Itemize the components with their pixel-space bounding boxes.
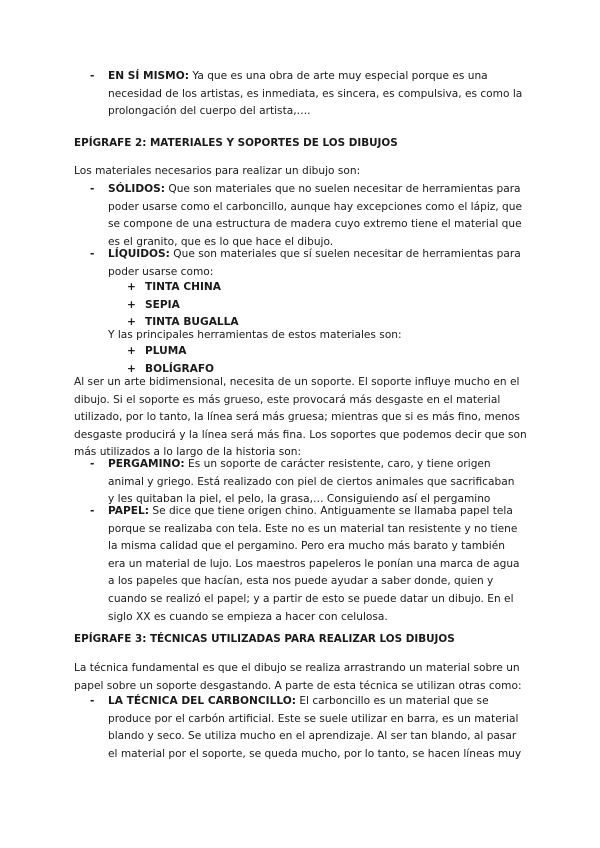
solidos-label: SÓLIDOS: bbox=[108, 183, 165, 195]
solidos-text: Que son materiales que no suelen necesitar de herramientas para poder usarse como el carboncillo, aunque hay excepciones como el lápiz, que se compone de una estructura de madera cuyo extremo tiene el material que es el granito, que es lo que hace el dibujo. bbox=[108, 183, 523, 248]
liquidos-item bbox=[0, 246, 600, 281]
solidos-item bbox=[0, 181, 600, 251]
tecnica-intro: La técnica fundamental es que el dibujo se realiza arrastrando un material sobre un papel sobre un soporte desgastando. A parte de esta técnica se utilizan otras como: bbox=[74, 662, 522, 692]
tecnica-intro-block bbox=[0, 660, 600, 695]
en-si-mismo-item bbox=[0, 68, 600, 121]
liquidos-label: LÍQUIDOS: bbox=[108, 248, 170, 260]
bullet-dash: - bbox=[90, 458, 95, 470]
bullet-dash: - bbox=[90, 695, 95, 707]
papel-item bbox=[0, 503, 600, 626]
papel-text: Se dice que tiene origen chino. Antiguamente se llamaba papel tela porque se realizaba con tela. Este no es un material tan resistente y no tiene la misma calidad que el pergamino. Pero era mucho más barato y también era un material de lujo. Los maestros papeleros le ponían una marca de agua a los papeles que hacían, esta nos puede ayudar a saber donde, quien y cuando se realizó el papel; y a partir de esto se puede datar un dibujo. En el siglo XX es cuando se empieza a hacer con celulosa. bbox=[108, 505, 520, 623]
liquidos-text: Que son materiales que sí suelen necesitar de herramientas para poder usarse como: bbox=[108, 248, 521, 278]
epigrafe-3-heading: EPÍGRAFE 3: TÉCNICAS UTILIZADAS PARA REALIZAR LOS DIBUJOS bbox=[74, 633, 455, 645]
herramientas-sublist bbox=[0, 343, 600, 378]
en-si-mismo-text: Ya que es una obra de arte muy especial porque es una necesidad de los artistas, es inmediata, es sincera, es compulsiva, es como la prolongación del cuerpo del artista,…. bbox=[108, 70, 523, 118]
materiales-intro: Los materiales necesarios para realizar un dibujo son: bbox=[74, 165, 361, 177]
materiales-intro-block bbox=[0, 163, 600, 181]
bullet-dash: - bbox=[90, 183, 95, 195]
list-item: + PLUMA bbox=[127, 345, 187, 357]
list-item: + TINTA BUGALLA bbox=[127, 316, 239, 329]
list-item: + BOLÍGRAFO bbox=[127, 362, 215, 375]
epigrafe-2-heading-block bbox=[0, 135, 600, 153]
carboncillo-text: El carboncillo es un material que se produce por el carbón artificial. Este se suele utilizar en barra, es un material blando y seco. Se utiliza mucho en el aprendizaje. Al ser tan blando, al pasar el material por el soporte, se queda mucho, por lo tanto, se hacen líneas muy bbox=[108, 695, 522, 760]
en-si-mismo-label: EN SÍ MISMO: bbox=[108, 70, 189, 82]
carboncillo-item bbox=[0, 693, 600, 763]
carboncillo-label: LA TÉCNICA DEL CARBONCILLO: bbox=[108, 695, 296, 707]
herramientas-intro-block bbox=[0, 327, 600, 345]
bullet-dash: - bbox=[90, 70, 95, 82]
epigrafe-2-heading: EPÍGRAFE 2: MATERIALES Y SOPORTES DE LOS DIBUJOS bbox=[74, 137, 398, 149]
list-item: + TINTA CHINA bbox=[127, 281, 221, 293]
pergamino-text: Es un soporte de carácter resistente, caro, y tiene origen animal y griego. Está realizado con piel de ciertos animales que sacrificaban y les quitaban la piel, el pelo, la grasa,… Consiguiendo así el pergamino bbox=[108, 458, 515, 506]
epigrafe-3-heading-block bbox=[0, 631, 600, 649]
herramientas-intro: Y las principales herramientas de estos materiales son: bbox=[108, 329, 402, 341]
papel-label: PAPEL: bbox=[108, 505, 149, 517]
soporte-paragraph-block bbox=[0, 374, 600, 462]
bullet-dash: - bbox=[90, 248, 95, 260]
soporte-paragraph: Al ser un arte bidimensional, necesita de un soporte. El soporte influye mucho en el dibujo. Si el soporte es más grueso, este provocará más desgaste en el material utilizado, por lo tanto, la línea será más gruesa; mientras que si es más fino, menos desgaste producirá y la línea será más fina. Los soportes que podemos decir que son más utilizados a lo largo de la historia son: bbox=[74, 376, 527, 459]
bullet-dash: - bbox=[90, 505, 95, 517]
list-item: + SEPIA bbox=[127, 298, 180, 311]
pergamino-label: PERGAMINO: bbox=[108, 458, 185, 470]
pergamino-item bbox=[0, 456, 600, 509]
liquidos-sublist bbox=[0, 279, 600, 332]
